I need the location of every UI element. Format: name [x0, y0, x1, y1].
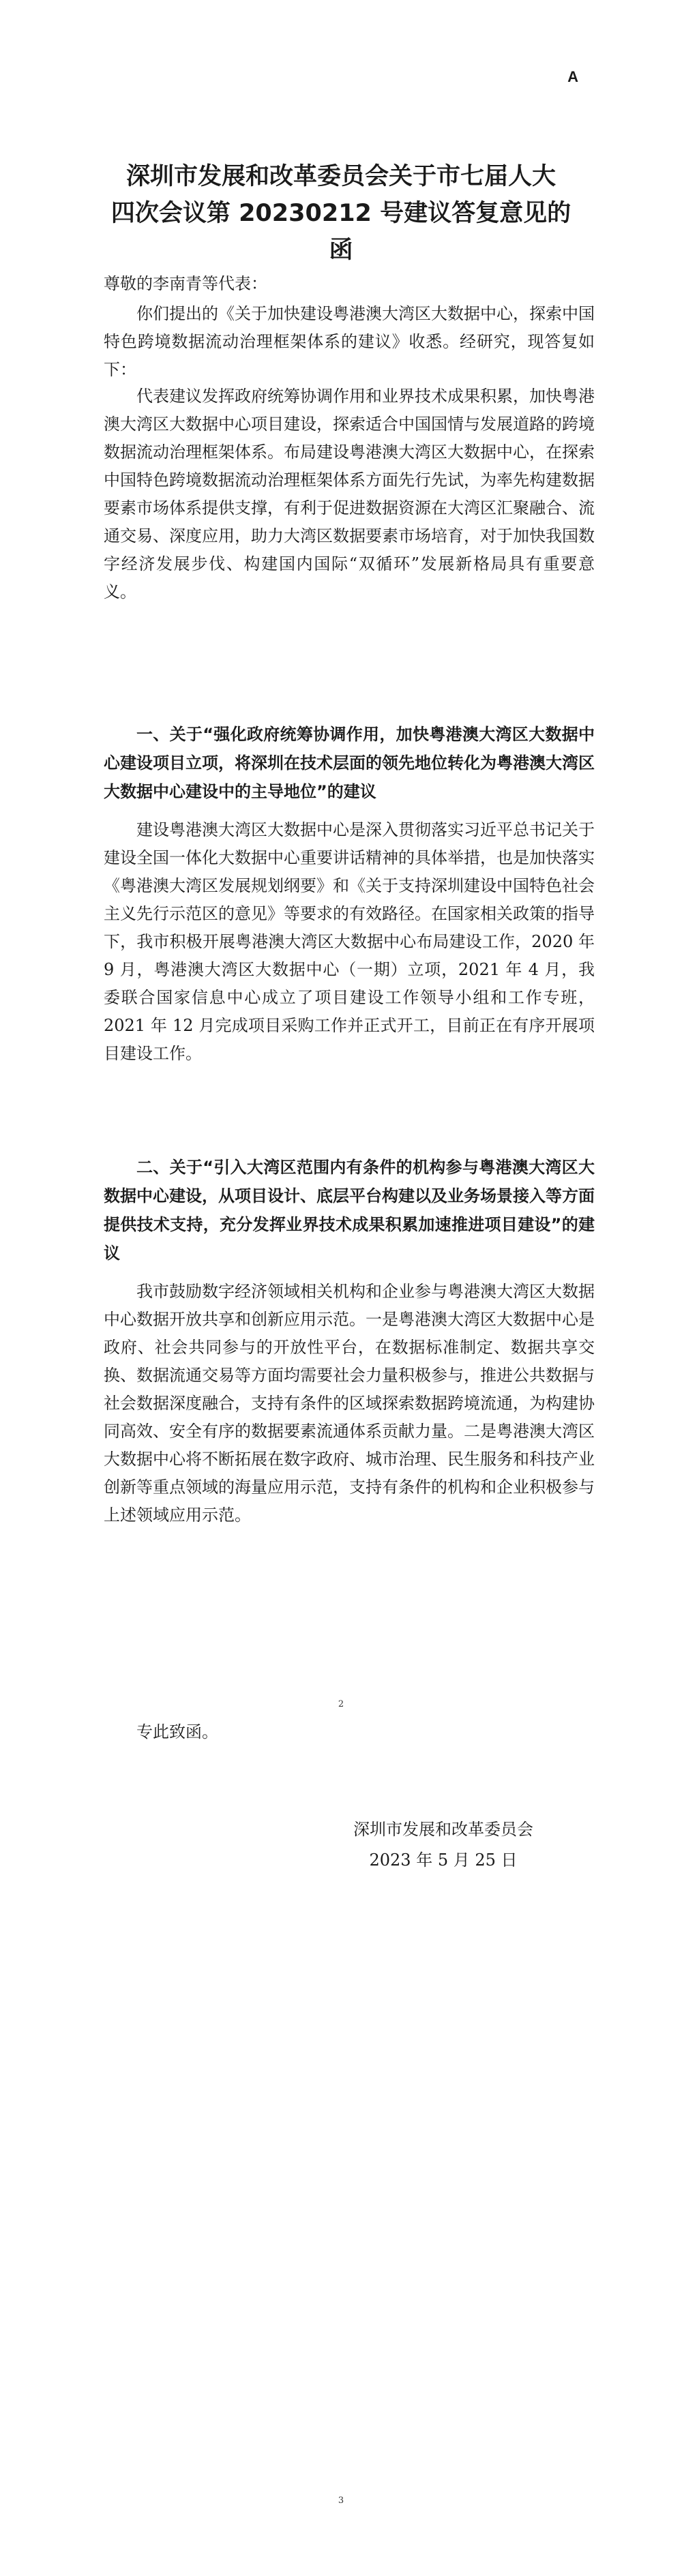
paragraph-summary: 代表建议发挥政府统筹协调作用和业界技术成果积累，加快粤港澳大湾区大数据中心项目建设，探索适合中国国情与发展道路的跨境数据流动治理框架体系。布局建设粤港澳大湾区大数据中心，在探索中国特色跨境数据流动治理框架体系方面先行先试，为率先构建数据要素市场体系提供支撑，有利于促进数据资源在大湾区汇聚融合、流通交易、深度应用，助力大湾区数据要素市场培育，对于加快我国数字经济发展步伐、构建国内国际“双循环”发展新格局具有重要意义。	[104, 387, 595, 601]
section-heading-1: 一、关于“强化政府统筹协调作用，加快粤港澳大湾区大数据中心建设项目立项，将深圳在技术层面的领先地位转化为粤港澳大湾区大数据中心建设中的主导地位”的建议	[104, 725, 595, 801]
document-title-line-1: 深圳市发展和改革委员会关于市七届人大	[125, 163, 556, 190]
document-title-line-2: 四次会议第 20230212 号建议答复意见的函	[110, 200, 572, 264]
corner-mark: A	[567, 68, 578, 85]
salutation: 尊敬的李南青等代表：	[104, 274, 267, 293]
page-number: 2	[338, 1699, 344, 1709]
page-number: 3	[338, 2496, 344, 2506]
paragraph-section-2: 我市鼓励数字经济领域相关机构和企业参与粤港澳大湾区大数据中心数据开放共享和创新应用示范。一是粤港澳大湾区大数据中心是政府、社会共同参与的开放性平台，在数据标准制定、数据共享交换、数据流通交易等方面均需要社会力量积极参与，推进公共数据与社会数据深度融合，支持有条件的区域探索数据跨境流通，为构建协同高效、安全有序的数据要素流通体系贡献力量。二是粤港澳大湾区大数据中心将不断拓展在数字政府、城市治理、民生服务和科技产业创新等重点领域的海量应用示范，支持有条件的机构和企业积极参与上述领域应用示范。	[104, 1282, 595, 1525]
section-heading-2: 二、关于“引入大湾区范围内有条件的机构参与粤港澳大湾区大数据中心建设，从项目设计、底层平台构建以及业务场景接入等方面提供技术支持，充分发挥业界技术成果积累加速推进项目建设”的建议	[104, 1158, 595, 1263]
closing-line: 专此致函。	[136, 1722, 218, 1741]
paragraph-intro: 你们提出的《关于加快建设粤港澳大湾区大数据中心，探索中国特色跨境数据流动治理框架体系的建议》收悉。经研究，现答复如下：	[104, 304, 595, 379]
paragraph-section-1: 建设粤港澳大湾区大数据中心是深入贯彻落实习近平总书记关于建设全国一体化大数据中心重要讲话精神的具体举措，也是加快落实《粤港澳大湾区发展规划纲要》和《关于支持深圳建设中国特色社会主义先行示范区的意见》等要求的有效路径。在国家相关政策的指导下，我市积极开展粤港澳大湾区大数据中心布局建设工作，2020 年 9 月，粤港澳大湾区大数据中心（一期）立项，2021 年 4 月，我委联合国家信息中心成立了项目建设工作领导小组和工作专班，2021 年 12 月完成项目采购工作并正式开工，目前正在有序开展项目建设工作。	[104, 820, 595, 1063]
signature-organization: 深圳市发展和改革委员会	[353, 1820, 533, 1839]
signature-date: 2023 年 5 月 25 日	[369, 1851, 518, 1870]
